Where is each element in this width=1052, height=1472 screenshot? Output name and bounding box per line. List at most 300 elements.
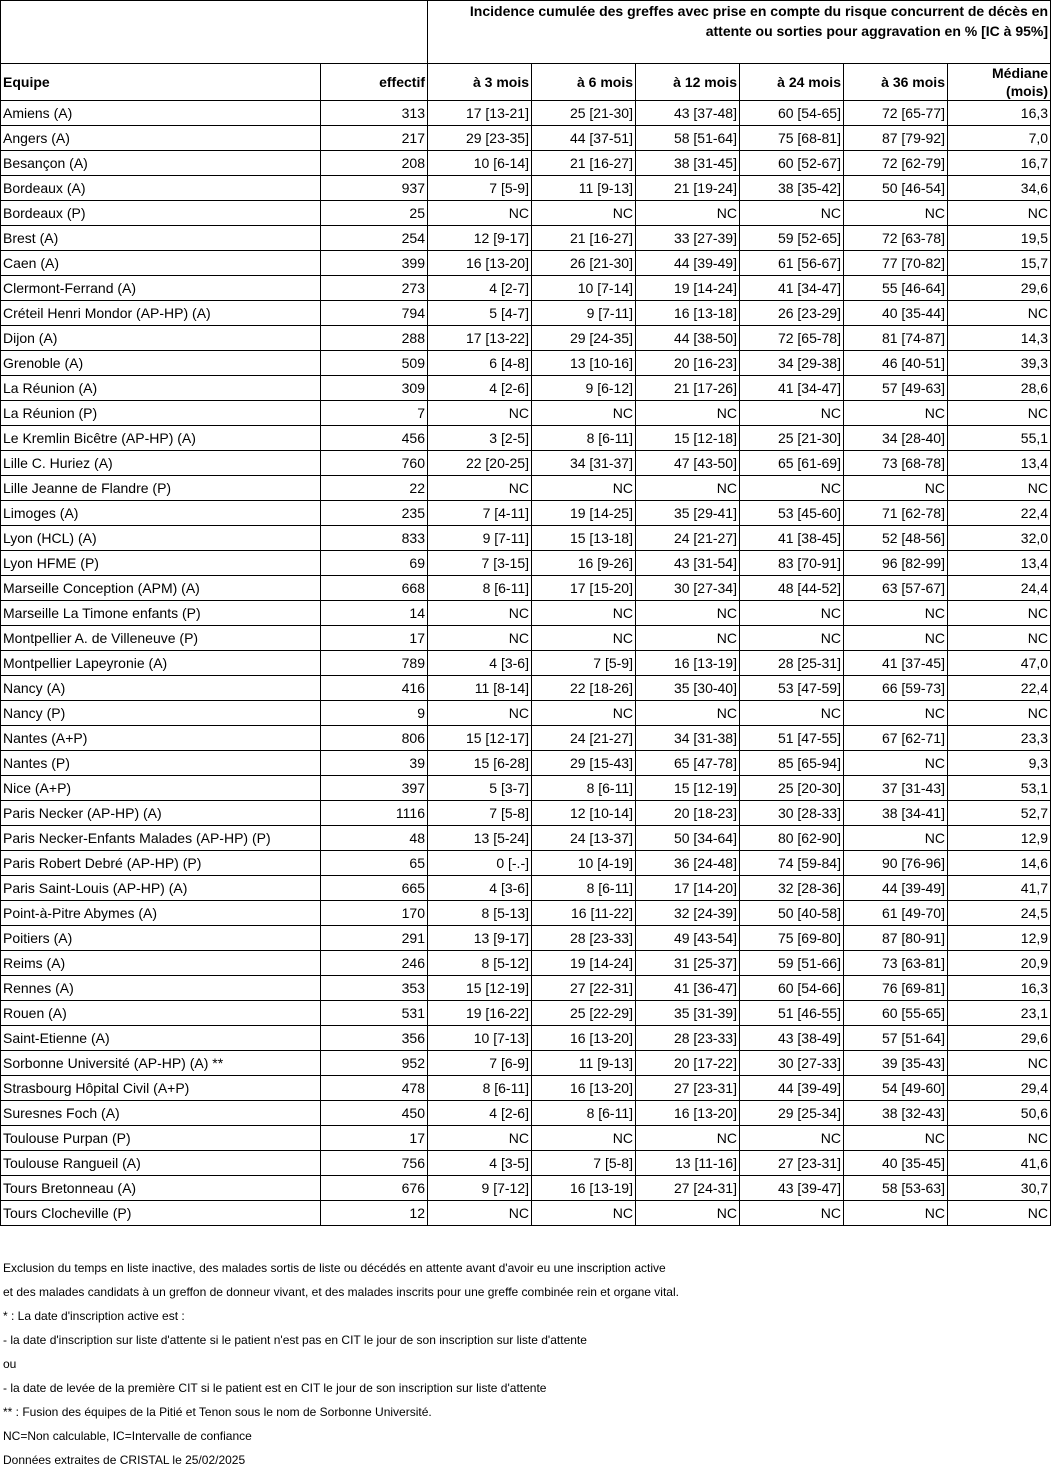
value-cell: 11 [8-14] [428, 676, 532, 701]
value-cell: NC [532, 1126, 636, 1151]
value-cell: 11 [9-13] [532, 1051, 636, 1076]
value-cell: 41,7 [948, 876, 1051, 901]
value-cell: 676 [321, 1176, 428, 1201]
team-name-cell: Amiens (A) [1, 101, 321, 126]
team-name-cell: Poitiers (A) [1, 926, 321, 951]
value-cell: 4 [3-5] [428, 1151, 532, 1176]
value-cell: 16 [11-22] [532, 901, 636, 926]
value-cell: 309 [321, 376, 428, 401]
value-cell: 24 [21-27] [532, 726, 636, 751]
value-cell: NC [636, 626, 740, 651]
value-cell: 22,4 [948, 676, 1051, 701]
value-cell: 10 [6-14] [428, 151, 532, 176]
value-cell: NC [740, 401, 844, 426]
value-cell: NC [948, 476, 1051, 501]
value-cell: 35 [31-39] [636, 1001, 740, 1026]
value-cell: NC [428, 1201, 532, 1226]
team-name-cell: Toulouse Rangueil (A) [1, 1151, 321, 1176]
value-cell: 41 [34-47] [740, 376, 844, 401]
column-header: à 3 mois [428, 64, 532, 101]
value-cell: 4 [2-6] [428, 376, 532, 401]
value-cell: 794 [321, 301, 428, 326]
value-cell: 20 [16-23] [636, 351, 740, 376]
value-cell: 24 [13-37] [532, 826, 636, 851]
value-cell: 170 [321, 901, 428, 926]
value-cell: 353 [321, 976, 428, 1001]
value-cell: NC [532, 201, 636, 226]
value-cell: 29 [24-35] [532, 326, 636, 351]
value-cell: 29,4 [948, 1076, 1051, 1101]
value-cell: 450 [321, 1101, 428, 1126]
value-cell: 41,6 [948, 1151, 1051, 1176]
team-name-cell: Grenoble (A) [1, 351, 321, 376]
value-cell: NC [844, 476, 948, 501]
value-cell: 34,6 [948, 176, 1051, 201]
team-name-cell: Limoges (A) [1, 501, 321, 526]
value-cell: 81 [74-87] [844, 326, 948, 351]
value-cell: 27 [24-31] [636, 1176, 740, 1201]
value-cell: 19 [16-22] [428, 1001, 532, 1026]
value-cell: 16 [13-20] [532, 1076, 636, 1101]
value-cell: 12 [9-17] [428, 226, 532, 251]
value-cell: 83 [70-91] [740, 551, 844, 576]
team-name-cell: Sorbonne Université (AP-HP) (A) ** [1, 1051, 321, 1076]
column-header: à 36 mois [844, 64, 948, 101]
value-cell: 17 [13-21] [428, 101, 532, 126]
table-row [1, 801, 1051, 826]
value-cell: 27 [23-31] [636, 1076, 740, 1101]
value-cell: 288 [321, 326, 428, 351]
table-row [1, 401, 1051, 426]
value-cell: 16 [13-20] [428, 251, 532, 276]
value-cell: 44 [38-50] [636, 326, 740, 351]
value-cell: 20 [18-23] [636, 801, 740, 826]
table-row [1, 651, 1051, 676]
value-cell: 25 [22-29] [532, 1001, 636, 1026]
value-cell: 16,3 [948, 976, 1051, 1001]
value-cell: NC [428, 701, 532, 726]
value-cell: NC [532, 1201, 636, 1226]
value-cell: NC [844, 826, 948, 851]
value-cell: 17 [15-20] [532, 576, 636, 601]
team-name-cell: Besançon (A) [1, 151, 321, 176]
value-cell: 57 [51-64] [844, 1026, 948, 1051]
team-name-cell: Paris Saint-Louis (AP-HP) (A) [1, 876, 321, 901]
value-cell: 25 [21-30] [740, 426, 844, 451]
value-cell: 668 [321, 576, 428, 601]
value-cell: 760 [321, 451, 428, 476]
value-cell: 9 [7-11] [428, 526, 532, 551]
team-name-cell: La Réunion (A) [1, 376, 321, 401]
table-row [1, 851, 1051, 876]
team-name-cell: La Réunion (P) [1, 401, 321, 426]
value-cell: 15 [13-18] [532, 526, 636, 551]
value-cell: 48 [44-52] [740, 576, 844, 601]
value-cell: 20 [17-22] [636, 1051, 740, 1076]
value-cell: 28,6 [948, 376, 1051, 401]
value-cell: 52 [48-56] [844, 526, 948, 551]
value-cell: 96 [82-99] [844, 551, 948, 576]
value-cell: 40 [35-44] [844, 301, 948, 326]
value-cell: 58 [53-63] [844, 1176, 948, 1201]
value-cell: NC [844, 626, 948, 651]
value-cell: 46 [40-51] [844, 351, 948, 376]
table-row [1, 776, 1051, 801]
team-name-cell: Nancy (P) [1, 701, 321, 726]
value-cell: 39 [321, 751, 428, 776]
value-cell: 23,1 [948, 1001, 1051, 1026]
value-cell: NC [740, 601, 844, 626]
value-cell: 60 [55-65] [844, 1001, 948, 1026]
value-cell: NC [844, 401, 948, 426]
team-name-cell: Brest (A) [1, 226, 321, 251]
table-row [1, 476, 1051, 501]
value-cell: 44 [39-49] [844, 876, 948, 901]
team-name-cell: Caen (A) [1, 251, 321, 276]
footnote-line: - la date d'inscription sur liste d'attente si le patient n'est pas en CIT le jour de son inscription sur liste d'attente [3, 1333, 587, 1347]
value-cell: 11 [9-13] [532, 176, 636, 201]
value-cell: 59 [51-66] [740, 951, 844, 976]
table-row [1, 751, 1051, 776]
value-cell: 7 [3-15] [428, 551, 532, 576]
value-cell: 19 [14-24] [532, 951, 636, 976]
value-cell: 833 [321, 526, 428, 551]
value-cell: 60 [54-65] [740, 101, 844, 126]
value-cell: 10 [7-14] [532, 276, 636, 301]
value-cell: 24,4 [948, 576, 1051, 601]
value-cell: 54 [49-60] [844, 1076, 948, 1101]
value-cell: 65 [47-78] [636, 751, 740, 776]
value-cell: 14 [321, 601, 428, 626]
value-cell: 17 [321, 1126, 428, 1151]
value-cell: 60 [54-66] [740, 976, 844, 1001]
column-header: à 12 mois [636, 64, 740, 101]
value-cell: 29 [23-35] [428, 126, 532, 151]
value-cell: 7 [321, 401, 428, 426]
value-cell: 38 [32-43] [844, 1101, 948, 1126]
footnote-line: Données extraites de CRISTAL le 25/02/2025 [3, 1453, 246, 1467]
value-cell: 246 [321, 951, 428, 976]
value-cell: NC [428, 476, 532, 501]
value-cell: 7 [5-9] [428, 176, 532, 201]
column-header: Médiane (mois) [948, 64, 1051, 101]
value-cell: 34 [28-40] [844, 426, 948, 451]
value-cell: 15 [6-28] [428, 751, 532, 776]
column-header-row [1, 64, 1051, 101]
table-title: Incidence cumulée des greffes avec prise en compte du risque concurrent de décès en attente ou sorties pour aggravation en % [IC à 95%] [428, 1, 1051, 64]
value-cell: 24,5 [948, 901, 1051, 926]
value-cell: 208 [321, 151, 428, 176]
value-cell: 22 [20-25] [428, 451, 532, 476]
team-name-cell: Reims (A) [1, 951, 321, 976]
value-cell: 22,4 [948, 501, 1051, 526]
value-cell: 39 [35-43] [844, 1051, 948, 1076]
table-row [1, 551, 1051, 576]
value-cell: 21 [17-26] [636, 376, 740, 401]
value-cell: 8 [5-12] [428, 951, 532, 976]
footnote-line: - la date de levée de la première CIT si le patient est en CIT le jour de son inscription sur liste d'attente [3, 1381, 547, 1395]
footnote-line: ou [3, 1357, 17, 1371]
value-cell: 23,3 [948, 726, 1051, 751]
value-cell: 13,4 [948, 551, 1051, 576]
table-row [1, 351, 1051, 376]
value-cell: 34 [29-38] [740, 351, 844, 376]
table-row [1, 526, 1051, 551]
value-cell: 71 [62-78] [844, 501, 948, 526]
value-cell: 38 [31-45] [636, 151, 740, 176]
value-cell: 13 [11-16] [636, 1151, 740, 1176]
value-cell: 937 [321, 176, 428, 201]
value-cell: 478 [321, 1076, 428, 1101]
value-cell: NC [532, 476, 636, 501]
value-cell: 22 [321, 476, 428, 501]
value-cell: 756 [321, 1151, 428, 1176]
value-cell: NC [948, 401, 1051, 426]
value-cell: NC [532, 701, 636, 726]
table-row [1, 426, 1051, 451]
value-cell: 26 [23-29] [740, 301, 844, 326]
value-cell: 16 [9-26] [532, 551, 636, 576]
value-cell: 26 [21-30] [532, 251, 636, 276]
value-cell: 43 [37-48] [636, 101, 740, 126]
value-cell: 60 [52-67] [740, 151, 844, 176]
team-name-cell: Nantes (A+P) [1, 726, 321, 751]
value-cell: NC [844, 1126, 948, 1151]
value-cell: 8 [6-11] [532, 1101, 636, 1126]
team-name-cell: Bordeaux (A) [1, 176, 321, 201]
value-cell: 53,1 [948, 776, 1051, 801]
team-name-cell: Suresnes Foch (A) [1, 1101, 321, 1126]
value-cell: 291 [321, 926, 428, 951]
footnotes [3, 1256, 1043, 1472]
team-name-cell: Clermont-Ferrand (A) [1, 276, 321, 301]
value-cell: NC [948, 1201, 1051, 1226]
value-cell: 12,9 [948, 826, 1051, 851]
table-row [1, 1101, 1051, 1126]
value-cell: 41 [34-47] [740, 276, 844, 301]
team-name-cell: Paris Necker-Enfants Malades (AP-HP) (P) [1, 826, 321, 851]
footnote-line: Exclusion du temps en liste inactive, des malades sortis de liste ou décédés en attente avant d'avoir eu une inscription active [3, 1261, 666, 1275]
value-cell: 53 [45-60] [740, 501, 844, 526]
value-cell: 72 [65-78] [740, 326, 844, 351]
value-cell: NC [636, 1126, 740, 1151]
value-cell: NC [740, 701, 844, 726]
column-header: à 24 mois [740, 64, 844, 101]
value-cell: 22 [18-26] [532, 676, 636, 701]
team-name-cell: Nantes (P) [1, 751, 321, 776]
table-row [1, 126, 1051, 151]
value-cell: 7,0 [948, 126, 1051, 151]
value-cell: 69 [321, 551, 428, 576]
value-cell: 58 [51-64] [636, 126, 740, 151]
value-cell: 313 [321, 101, 428, 126]
table-row [1, 901, 1051, 926]
value-cell: 32,0 [948, 526, 1051, 551]
value-cell: 61 [49-70] [844, 901, 948, 926]
value-cell: 399 [321, 251, 428, 276]
team-name-cell: Paris Necker (AP-HP) (A) [1, 801, 321, 826]
value-cell: 40 [35-45] [844, 1151, 948, 1176]
value-cell: 13 [5-24] [428, 826, 532, 851]
table-row [1, 1126, 1051, 1151]
table-row [1, 1076, 1051, 1101]
value-cell: 65 [61-69] [740, 451, 844, 476]
value-cell: 12,9 [948, 926, 1051, 951]
value-cell: 49 [43-54] [636, 926, 740, 951]
value-cell: NC [740, 201, 844, 226]
value-cell: NC [636, 476, 740, 501]
value-cell: NC [428, 201, 532, 226]
value-cell: NC [948, 701, 1051, 726]
value-cell: 10 [7-13] [428, 1026, 532, 1051]
value-cell: 29 [15-43] [532, 751, 636, 776]
value-cell: 8 [6-11] [532, 876, 636, 901]
value-cell: 27 [22-31] [532, 976, 636, 1001]
value-cell: NC [740, 1126, 844, 1151]
value-cell: NC [428, 626, 532, 651]
team-name-cell: Paris Robert Debré (AP-HP) (P) [1, 851, 321, 876]
team-name-cell: Lyon (HCL) (A) [1, 526, 321, 551]
table-row [1, 451, 1051, 476]
value-cell: 29 [25-34] [740, 1101, 844, 1126]
value-cell: 356 [321, 1026, 428, 1051]
value-cell: 8 [6-11] [428, 1076, 532, 1101]
table-row [1, 1176, 1051, 1201]
table-row [1, 701, 1051, 726]
value-cell: 25 [20-30] [740, 776, 844, 801]
value-cell: 17 [14-20] [636, 876, 740, 901]
table-row [1, 976, 1051, 1001]
value-cell: 25 [21-30] [532, 101, 636, 126]
value-cell: 55 [46-64] [844, 276, 948, 301]
value-cell: 43 [38-49] [740, 1026, 844, 1051]
value-cell: 57 [49-63] [844, 376, 948, 401]
table-row [1, 876, 1051, 901]
value-cell: 17 [321, 626, 428, 651]
value-cell: 85 [65-94] [740, 751, 844, 776]
value-cell: 52,7 [948, 801, 1051, 826]
table-row [1, 726, 1051, 751]
table-body [1, 101, 1051, 1226]
value-cell: 65 [321, 851, 428, 876]
table-row [1, 1201, 1051, 1226]
value-cell: 30,7 [948, 1176, 1051, 1201]
column-header: à 6 mois [532, 64, 636, 101]
value-cell: 34 [31-38] [636, 726, 740, 751]
value-cell: 15 [12-18] [636, 426, 740, 451]
value-cell: 33 [27-39] [636, 226, 740, 251]
team-name-cell: Rennes (A) [1, 976, 321, 1001]
table-row [1, 176, 1051, 201]
value-cell: 456 [321, 426, 428, 451]
value-cell: 76 [69-81] [844, 976, 948, 1001]
team-name-cell: Marseille Conception (APM) (A) [1, 576, 321, 601]
value-cell: NC [532, 601, 636, 626]
team-name-cell: Le Kremlin Bicêtre (AP-HP) (A) [1, 426, 321, 451]
value-cell: 14,6 [948, 851, 1051, 876]
table-row [1, 326, 1051, 351]
column-header: Equipe [1, 64, 321, 101]
value-cell: 37 [31-43] [844, 776, 948, 801]
value-cell: NC [532, 626, 636, 651]
value-cell: 51 [47-55] [740, 726, 844, 751]
team-name-cell: Marseille La Timone enfants (P) [1, 601, 321, 626]
team-name-cell: Nice (A+P) [1, 776, 321, 801]
team-name-cell: Dijon (A) [1, 326, 321, 351]
value-cell: NC [948, 301, 1051, 326]
value-cell: 20,9 [948, 951, 1051, 976]
value-cell: 28 [23-33] [636, 1026, 740, 1051]
team-name-cell: Strasbourg Hôpital Civil (A+P) [1, 1076, 321, 1101]
value-cell: 25 [321, 201, 428, 226]
table-title-row [1, 1, 1051, 64]
team-name-cell: Bordeaux (P) [1, 201, 321, 226]
value-cell: 8 [5-13] [428, 901, 532, 926]
table-row [1, 1001, 1051, 1026]
value-cell: 41 [37-45] [844, 651, 948, 676]
value-cell: 789 [321, 651, 428, 676]
value-cell: 72 [63-78] [844, 226, 948, 251]
value-cell: 44 [39-49] [636, 251, 740, 276]
value-cell: 6 [4-8] [428, 351, 532, 376]
value-cell: 31 [25-37] [636, 951, 740, 976]
value-cell: 34 [31-37] [532, 451, 636, 476]
value-cell: 63 [57-67] [844, 576, 948, 601]
value-cell: 16 [13-19] [532, 1176, 636, 1201]
empty-corner-cell [1, 1, 428, 64]
value-cell: NC [740, 1201, 844, 1226]
value-cell: 4 [3-6] [428, 651, 532, 676]
team-name-cell: Point-à-Pitre Abymes (A) [1, 901, 321, 926]
value-cell: 9,3 [948, 751, 1051, 776]
value-cell: 30 [28-33] [740, 801, 844, 826]
team-name-cell: Nancy (A) [1, 676, 321, 701]
value-cell: 30 [27-34] [636, 576, 740, 601]
value-cell: 806 [321, 726, 428, 751]
value-cell: 50,6 [948, 1101, 1051, 1126]
value-cell: 44 [37-51] [532, 126, 636, 151]
value-cell: 75 [69-80] [740, 926, 844, 951]
value-cell: 4 [2-6] [428, 1101, 532, 1126]
table-row [1, 501, 1051, 526]
value-cell: 51 [46-55] [740, 1001, 844, 1026]
value-cell: NC [636, 601, 740, 626]
value-cell: 16 [13-20] [532, 1026, 636, 1051]
team-name-cell: Tours Clocheville (P) [1, 1201, 321, 1226]
value-cell: 665 [321, 876, 428, 901]
team-name-cell: Montpellier Lapeyronie (A) [1, 651, 321, 676]
team-name-cell: Lyon HFME (P) [1, 551, 321, 576]
value-cell: 19 [14-24] [636, 276, 740, 301]
value-cell: 17 [13-22] [428, 326, 532, 351]
value-cell: 87 [79-92] [844, 126, 948, 151]
table-row [1, 951, 1051, 976]
value-cell: 13 [10-16] [532, 351, 636, 376]
value-cell: 7 [5-8] [428, 801, 532, 826]
value-cell: 217 [321, 126, 428, 151]
table-row [1, 1026, 1051, 1051]
value-cell: 16 [13-19] [636, 651, 740, 676]
table-row [1, 676, 1051, 701]
value-cell: 531 [321, 1001, 428, 1026]
value-cell: 32 [28-36] [740, 876, 844, 901]
value-cell: NC [636, 701, 740, 726]
value-cell: NC [948, 1126, 1051, 1151]
value-cell: 16 [13-18] [636, 301, 740, 326]
value-cell: 59 [52-65] [740, 226, 844, 251]
value-cell: NC [636, 1201, 740, 1226]
value-cell: 32 [24-39] [636, 901, 740, 926]
